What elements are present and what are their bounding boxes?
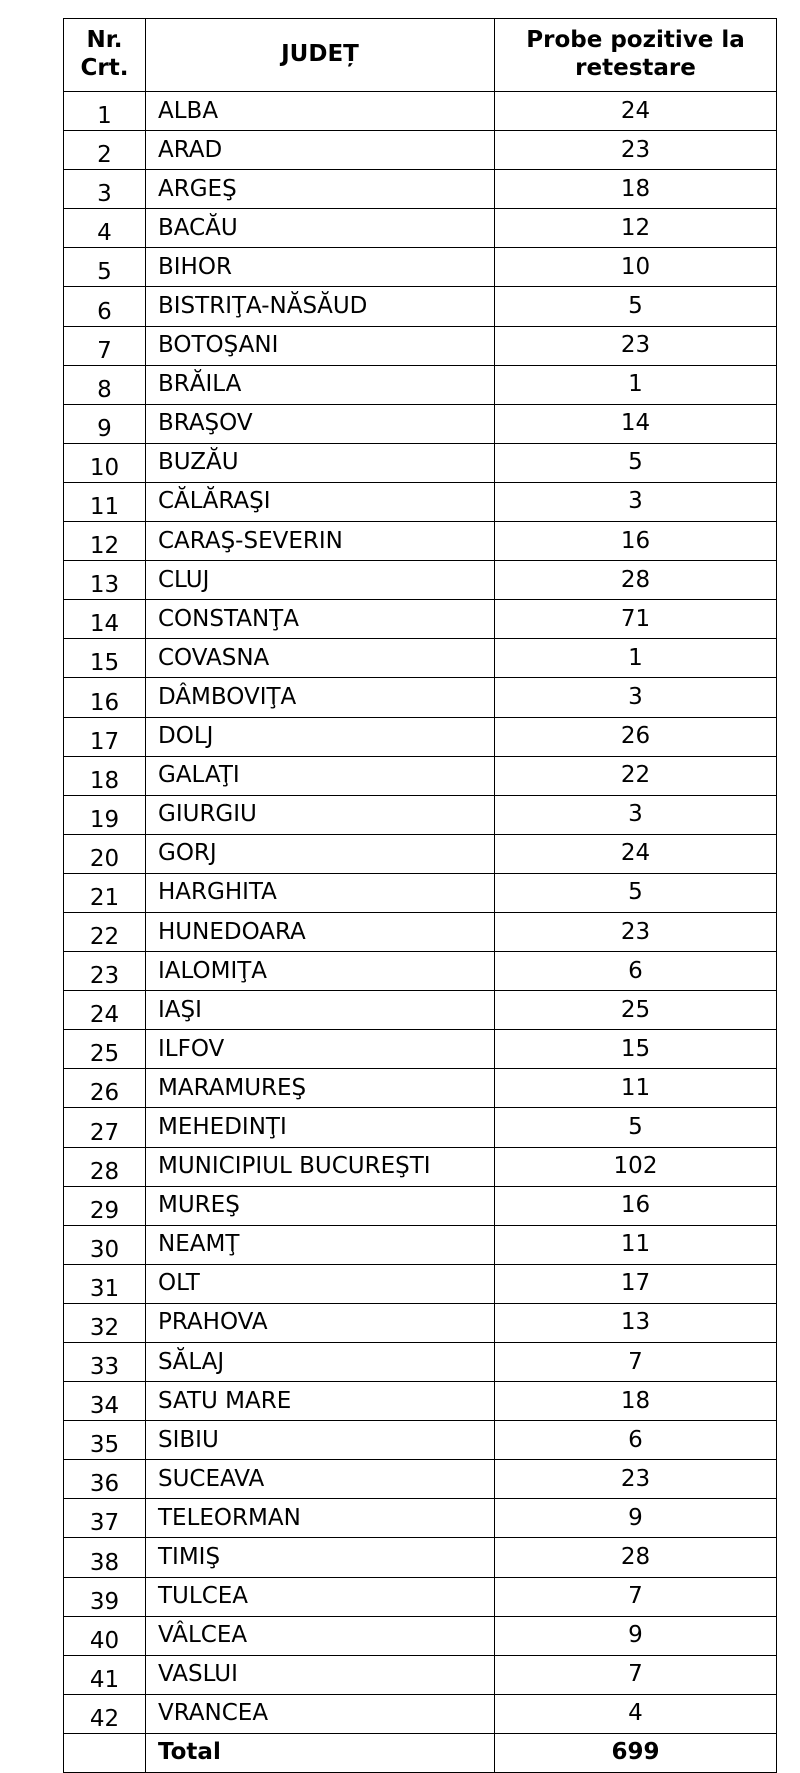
table-row (64, 1264, 777, 1303)
row-nr: 30 (64, 1225, 146, 1264)
table-row (64, 443, 777, 482)
row-value: 4 (495, 1694, 777, 1733)
table-row (64, 678, 777, 717)
row-value: 28 (495, 561, 777, 600)
row-value: 71 (495, 600, 777, 639)
table-row (64, 952, 777, 991)
row-nr: 20 (64, 834, 146, 873)
header-row (64, 19, 777, 92)
row-nr: 13 (64, 561, 146, 600)
header-county (146, 19, 495, 92)
table-row (64, 326, 777, 365)
row-county: BUZĂU (146, 443, 495, 482)
row-value: 6 (495, 1421, 777, 1460)
table-row (64, 1303, 777, 1342)
row-value: 12 (495, 209, 777, 248)
row-value: 1 (495, 639, 777, 678)
row-county: COVASNA (146, 639, 495, 678)
table-row (64, 522, 777, 561)
row-county: GIURGIU (146, 795, 495, 834)
table-row (64, 482, 777, 521)
row-value: 3 (495, 678, 777, 717)
row-nr: 23 (64, 952, 146, 991)
table-row (64, 756, 777, 795)
table-row (64, 131, 777, 170)
row-county: VÂLCEA (146, 1616, 495, 1655)
row-nr: 7 (64, 326, 146, 365)
row-nr: 26 (64, 1069, 146, 1108)
row-nr: 9 (64, 404, 146, 443)
table-row (64, 1577, 777, 1616)
row-value: 28 (495, 1538, 777, 1577)
row-value: 26 (495, 717, 777, 756)
row-value: 7 (495, 1343, 777, 1382)
header-value (495, 19, 777, 92)
table-row (64, 1069, 777, 1108)
row-value: 9 (495, 1499, 777, 1538)
row-nr: 40 (64, 1616, 146, 1655)
row-nr: 32 (64, 1303, 146, 1342)
table-row (64, 834, 777, 873)
row-county: MUREŞ (146, 1186, 495, 1225)
row-nr: 15 (64, 639, 146, 678)
total-row (64, 1733, 777, 1772)
table-row (64, 1382, 777, 1421)
row-nr: 11 (64, 482, 146, 521)
table-row (64, 1343, 777, 1382)
row-value: 18 (495, 170, 777, 209)
counties-table (63, 18, 777, 1773)
table-row (64, 248, 777, 287)
row-county: MARAMUREŞ (146, 1069, 495, 1108)
table-row (64, 1499, 777, 1538)
row-county: TULCEA (146, 1577, 495, 1616)
row-value: 18 (495, 1382, 777, 1421)
row-value: 23 (495, 326, 777, 365)
table-row (64, 1225, 777, 1264)
table-body (64, 92, 777, 1773)
table-row (64, 92, 777, 131)
row-county: IAŞI (146, 991, 495, 1030)
total-label: Total (146, 1733, 495, 1772)
row-county: SIBIU (146, 1421, 495, 1460)
row-county: SUCEAVA (146, 1460, 495, 1499)
row-nr: 28 (64, 1147, 146, 1186)
row-value: 24 (495, 92, 777, 131)
row-county: BRAŞOV (146, 404, 495, 443)
row-county: TELEORMAN (146, 1499, 495, 1538)
header-value-label: Probe pozitive la retestare (526, 27, 745, 81)
row-value: 3 (495, 482, 777, 521)
table-row (64, 1538, 777, 1577)
table-row (64, 1421, 777, 1460)
total-value: 699 (495, 1733, 777, 1772)
table-row (64, 1186, 777, 1225)
row-nr: 4 (64, 209, 146, 248)
row-county: BRĂILA (146, 365, 495, 404)
row-nr: 1 (64, 92, 146, 131)
row-county: MEHEDINŢI (146, 1108, 495, 1147)
row-value: 23 (495, 1460, 777, 1499)
row-nr: 18 (64, 756, 146, 795)
row-value: 23 (495, 912, 777, 951)
row-nr: 27 (64, 1108, 146, 1147)
row-county: DÂMBOVIŢA (146, 678, 495, 717)
table-row (64, 873, 777, 912)
row-county: ARAD (146, 131, 495, 170)
row-county: DOLJ (146, 717, 495, 756)
row-nr: 2 (64, 131, 146, 170)
row-value: 5 (495, 1108, 777, 1147)
row-nr: 19 (64, 795, 146, 834)
row-nr: 16 (64, 678, 146, 717)
row-value: 7 (495, 1655, 777, 1694)
row-county: CĂLĂRAŞI (146, 482, 495, 521)
row-value: 13 (495, 1303, 777, 1342)
header-nr (64, 19, 146, 92)
header-county-label: JUDEȚ (281, 41, 359, 68)
row-county: ALBA (146, 92, 495, 131)
row-value: 102 (495, 1147, 777, 1186)
row-county: BIHOR (146, 248, 495, 287)
table-row (64, 717, 777, 756)
table-row (64, 561, 777, 600)
row-value: 23 (495, 131, 777, 170)
row-county: CONSTANŢA (146, 600, 495, 639)
row-county: VASLUI (146, 1655, 495, 1694)
table-row (64, 1108, 777, 1147)
row-value: 16 (495, 1186, 777, 1225)
row-nr: 10 (64, 443, 146, 482)
row-value: 24 (495, 834, 777, 873)
row-nr: 38 (64, 1538, 146, 1577)
header-nr-label: Nr. Crt. (80, 27, 129, 81)
row-nr: 17 (64, 717, 146, 756)
total-nr (64, 1733, 146, 1772)
row-value: 15 (495, 1030, 777, 1069)
row-nr: 41 (64, 1655, 146, 1694)
row-value: 6 (495, 952, 777, 991)
table-row (64, 404, 777, 443)
row-value: 11 (495, 1069, 777, 1108)
row-nr: 39 (64, 1577, 146, 1616)
row-value: 22 (495, 756, 777, 795)
row-county: SĂLAJ (146, 1343, 495, 1382)
row-county: TIMIŞ (146, 1538, 495, 1577)
row-value: 9 (495, 1616, 777, 1655)
table-row (64, 1616, 777, 1655)
row-county: ARGEŞ (146, 170, 495, 209)
table-row (64, 600, 777, 639)
row-county: GORJ (146, 834, 495, 873)
row-value: 17 (495, 1264, 777, 1303)
table-row (64, 1655, 777, 1694)
table-row (64, 170, 777, 209)
row-value: 5 (495, 287, 777, 326)
row-county: HARGHITA (146, 873, 495, 912)
table-row (64, 1460, 777, 1499)
row-value: 7 (495, 1577, 777, 1616)
row-nr: 36 (64, 1460, 146, 1499)
row-nr: 3 (64, 170, 146, 209)
row-county: CARAŞ-SEVERIN (146, 522, 495, 561)
row-nr: 29 (64, 1186, 146, 1225)
row-nr: 25 (64, 1030, 146, 1069)
row-value: 5 (495, 443, 777, 482)
row-county: MUNICIPIUL BUCUREŞTI (146, 1147, 495, 1186)
row-nr: 37 (64, 1499, 146, 1538)
row-county: NEAMŢ (146, 1225, 495, 1264)
row-county: HUNEDOARA (146, 912, 495, 951)
row-county: GALAŢI (146, 756, 495, 795)
row-value: 1 (495, 365, 777, 404)
table-row (64, 991, 777, 1030)
table-row (64, 1030, 777, 1069)
table-row (64, 209, 777, 248)
row-nr: 12 (64, 522, 146, 561)
row-nr: 21 (64, 873, 146, 912)
table-row (64, 639, 777, 678)
row-nr: 24 (64, 991, 146, 1030)
table-row (64, 795, 777, 834)
row-nr: 8 (64, 365, 146, 404)
row-county: CLUJ (146, 561, 495, 600)
row-value: 11 (495, 1225, 777, 1264)
table-row (64, 1147, 777, 1186)
row-county: ILFOV (146, 1030, 495, 1069)
row-nr: 42 (64, 1694, 146, 1733)
row-nr: 22 (64, 912, 146, 951)
row-nr: 31 (64, 1264, 146, 1303)
row-county: IALOMIŢA (146, 952, 495, 991)
row-nr: 33 (64, 1343, 146, 1382)
row-value: 25 (495, 991, 777, 1030)
row-county: BOTOŞANI (146, 326, 495, 365)
row-county: SATU MARE (146, 1382, 495, 1421)
row-county: BACĂU (146, 209, 495, 248)
table-row (64, 912, 777, 951)
row-county: OLT (146, 1264, 495, 1303)
row-nr: 14 (64, 600, 146, 639)
row-nr: 6 (64, 287, 146, 326)
row-nr: 5 (64, 248, 146, 287)
row-county: PRAHOVA (146, 1303, 495, 1342)
row-county: VRANCEA (146, 1694, 495, 1733)
row-value: 5 (495, 873, 777, 912)
row-value: 10 (495, 248, 777, 287)
table-row (64, 287, 777, 326)
row-nr: 34 (64, 1382, 146, 1421)
row-value: 3 (495, 795, 777, 834)
row-county: BISTRIŢA-NĂSĂUD (146, 287, 495, 326)
row-value: 14 (495, 404, 777, 443)
row-value: 16 (495, 522, 777, 561)
row-nr: 35 (64, 1421, 146, 1460)
table-row (64, 1694, 777, 1733)
table-row (64, 365, 777, 404)
